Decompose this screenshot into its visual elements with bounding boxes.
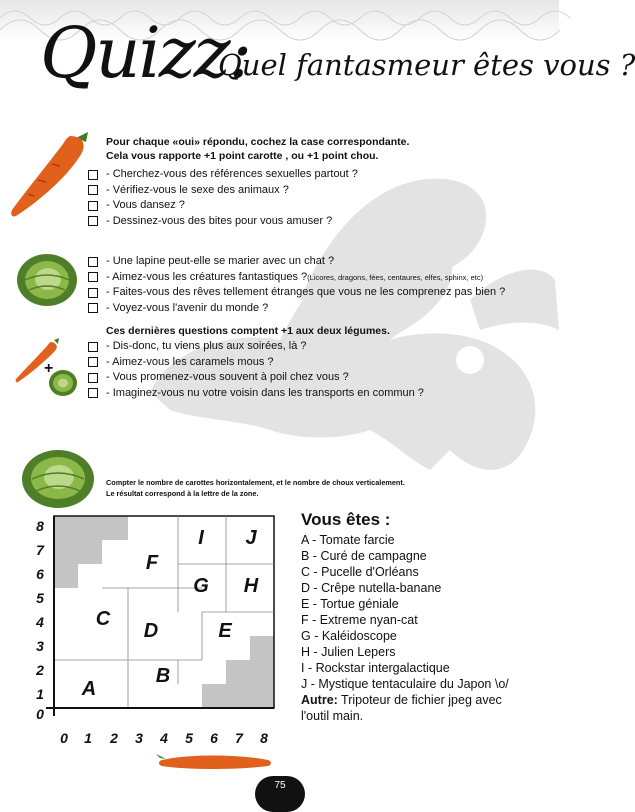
y-tick: 7 (36, 542, 44, 558)
cabbage-icon (20, 445, 96, 509)
instructions-line-1: Compter le nombre de carottes horizontalement, et le nombre de choux verticalement. (106, 478, 405, 487)
question-text: - Vous dansez ? (106, 199, 185, 211)
question-text: - Imaginez-vous nu votre voisin dans les transports en commun ? (106, 386, 424, 399)
list-item (88, 339, 424, 355)
x-tick: 6 (210, 730, 218, 746)
list-item (88, 301, 505, 317)
checkbox[interactable] (88, 216, 98, 226)
results-title: Vous êtes : (301, 510, 391, 529)
zone-label-a: A (81, 678, 97, 700)
checkbox[interactable] (88, 357, 98, 367)
question-text: - Aimez-vous les caramels mous ? (106, 355, 274, 368)
intro-line-2: Cela vous rapporte +1 point carotte , ou +1 point chou. (106, 150, 379, 162)
result-item: C - Pucelle d'Orléans (301, 565, 419, 579)
x-tick: 1 (84, 730, 92, 746)
list-item (88, 355, 424, 371)
checkbox[interactable] (88, 257, 98, 267)
intro-line-1: Pour chaque «oui» répondu, cochez la case correspondante. (106, 136, 410, 148)
zone-label-d: D (143, 620, 159, 642)
result-other (301, 692, 509, 708)
results-list (301, 512, 509, 724)
x-tick: 3 (135, 730, 143, 746)
zone-label-f: F (145, 552, 159, 574)
x-tick: 5 (185, 730, 193, 746)
x-tick: 2 (110, 730, 118, 746)
quiz-subtitle: Quel fantasmeur êtes vous ? (218, 48, 635, 82)
small-cabbage-icon (48, 369, 78, 397)
question-text: - Cherchez-vous des références sexuelles partout ? (106, 168, 358, 180)
question-text: - Faites-vous des rêves tellement étranges que vous ne les comprenez pas bien ? (106, 286, 506, 298)
result-other-line-2: l'outil main. (301, 709, 364, 723)
y-tick: 2 (36, 662, 44, 678)
quiz-title: Quizz: (40, 12, 251, 94)
checkbox[interactable] (88, 342, 98, 352)
other-text: Tripoteur de fichier jpeg avec (337, 693, 502, 707)
carrot-icon (8, 130, 98, 220)
y-tick: 3 (36, 638, 44, 654)
cabbage-question-list (88, 254, 505, 316)
zone-label-j: J (245, 527, 257, 549)
list-item (88, 183, 358, 199)
result-item: F - Extreme nyan-cat (301, 613, 418, 627)
y-tick: 6 (36, 566, 44, 582)
checkbox[interactable] (88, 201, 98, 211)
page-number: 75 (255, 776, 305, 812)
zone-label-b: B (155, 665, 171, 687)
y-tick: 8 (36, 518, 44, 534)
list-item (88, 370, 424, 386)
question-text: - Vous promenez-vous souvent à poil chez vous ? (106, 371, 349, 383)
y-tick: 4 (36, 614, 44, 630)
zone-label-c: C (95, 608, 111, 630)
result-item: J - Mystique tentaculaire du Japon \o/ (301, 677, 509, 691)
list-item (88, 386, 424, 402)
result-item: H - Julien Lepers (301, 645, 396, 659)
zone-label-e: E (218, 620, 232, 642)
shaded-region-top-left-fill (54, 516, 128, 588)
checkbox[interactable] (88, 170, 98, 180)
question-text: - Dessinez-vous des bites pour vous amuser ? (106, 214, 333, 227)
question-text: - Vérifiez-vous le sexe des animaux ? (106, 183, 289, 196)
result-item: A - Tomate farcie (301, 533, 395, 547)
result-item: D - Crêpe nutella-banane (301, 581, 442, 595)
zone-label-g: G (193, 575, 209, 597)
checkbox[interactable] (88, 185, 98, 195)
cabbage-icon (15, 250, 79, 308)
carrot-question-list (88, 167, 358, 229)
zone-label-i: I (198, 527, 204, 549)
y-tick: 0 (36, 706, 44, 722)
list-item (88, 198, 358, 214)
checkbox[interactable] (88, 373, 98, 383)
question-text: - Aimez-vous les créatures fantastiques ? (106, 270, 308, 283)
result-item: E - Tortue géniale (301, 597, 399, 611)
question-text: - Une lapine peut-elle se marier avec un chat ? (106, 255, 335, 267)
result-item: G - Kaléidoscope (301, 629, 397, 643)
list-item (88, 285, 505, 301)
both-heading: Ces dernières questions comptent +1 aux deux légumes. (106, 325, 390, 337)
result-item: I - Rockstar intergalactique (301, 661, 450, 675)
bottom-carrot-icon (158, 750, 274, 774)
instructions-line-2: Le résultat correspond à la lettre de la zone. (106, 489, 259, 498)
y-tick: 1 (36, 686, 44, 702)
checkbox[interactable] (88, 303, 98, 313)
other-label: Autre: (301, 693, 338, 707)
checkbox[interactable] (88, 272, 98, 282)
x-tick: 0 (60, 730, 68, 746)
list-item (88, 254, 505, 270)
x-tick: 8 (260, 730, 268, 746)
question-text: - Voyez-vous l'avenir du monde ? (106, 301, 269, 314)
checkbox[interactable] (88, 388, 98, 398)
list-item (88, 214, 358, 230)
both-question-list (88, 339, 424, 401)
x-tick: 7 (235, 730, 243, 746)
checkbox[interactable] (88, 288, 98, 298)
intro-text (106, 135, 526, 163)
y-tick: 5 (36, 590, 44, 606)
zone-label-h: H (243, 575, 259, 597)
x-tick: 4 (160, 730, 168, 746)
plus-sign: + (44, 360, 54, 377)
grid-instructions (106, 477, 405, 499)
list-item (88, 270, 505, 286)
list-item (88, 167, 358, 183)
question-text: - Dis-donc, tu viens plus aux soirées, là ? (106, 340, 307, 352)
result-item: B - Curé de campagne (301, 549, 427, 563)
question-note: (Licores, dragons, fées, centaures, elfes, sphinx, etc) (307, 272, 484, 282)
